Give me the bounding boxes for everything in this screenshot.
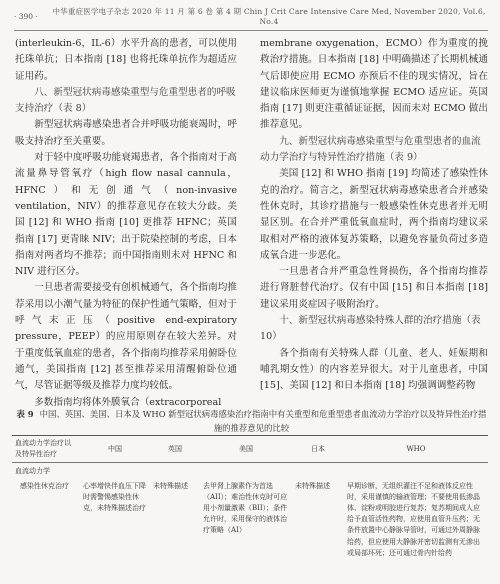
paragraph: 新型冠状病毒感染患者合并呼吸功能衰竭时，呼吸支持治疗至关重要。 xyxy=(15,119,237,147)
table-cell: 未特殊描述 xyxy=(153,481,188,490)
table-caption xyxy=(15,407,488,435)
header-rule xyxy=(14,30,488,31)
column-header: 英国 xyxy=(150,436,200,463)
table-caption-text: 中国、英国、美国、日本及 WHO 新型冠状病毒感染治疗指南中有关重型和危重型患者血流动力学治疗以及特异性治疗措施的推荐意见的比较 xyxy=(39,409,487,433)
page-header xyxy=(14,4,488,28)
paragraph: (interleukin-6，IL-6）水平升高的患者，可以使用托珠单抗；日本指南 [18] 也将托珠单抗作为超适应证用药。 xyxy=(15,38,237,82)
paragraph: membrane oxygenation，ECMO）作为重度的挽救治疗措施。日本指南 [18] 中明确描述了长期机械通气后即使应用 ECMO 亦预后不佳的现实情况，旨在建议临床医师更为谨慎地掌握 ECMO 适应证。英国指南 [17] 则更注重循证证据，因而未对 ECMO 做出推荐意见。 xyxy=(260,38,488,131)
paragraph: 对于轻中度呼吸功能衰竭患者，各个指南对于高流量鼻导管氧疗（high flow nasal cannula，HFNC）和无创通气（non-invasive ventilation，NIV）的推荐意见存在较大分歧。美国 [12] 和 WHO 指南 [10] 更推荐 HFNC；英国指南 [17] 更青睐 NIV；出于院染控制的考虑，日本指南对两者均不推荐；而中国指南则未对 HFNC 和 NIV 进行区分。 xyxy=(15,152,237,278)
paragraph: 多数指南均将体外膜氧合（extracorporeal xyxy=(34,396,222,408)
paragraph: 美国 [12] 和 WHO 指南 [19] 均简述了感染性休克的治疗。简言之，新型冠状病毒感染患者合并感染性休克时，其诊疗措施与一般感染性休克患者并无明显区别。在合并严重低氧血症时，两个指南均建议采取相对严格的液体复苏策略，以避免容量负荷过多造成氧合进一步恶化。 xyxy=(260,168,488,261)
paragraph: 各个指南有关特殊人群（儿童、老人、妊娠期和哺乳期女性）的内容差异很大。对于儿童患者，中国 [15]、美国 [12] 和日本指南 [18] 均强调调整药物 xyxy=(260,347,488,392)
table-section-label: 血流动力学 xyxy=(15,467,50,476)
paragraph: 一旦患者需要接受有创机械通气，各个指南均推荐采用以小潮气量为特征的保护性通气策略，但对于呼气末正压（positive end-expiratory pressure，PEEP）的应用原则存在较大差异。对于重度低氧血症的患者，各个指南均推荐采用俯卧位通气，美国指南 [12] 甚至推荐采用清醒俯卧位通气，尽管证据等级及推荐力度均较低。 xyxy=(15,282,237,392)
left-column xyxy=(15,36,237,411)
column-header: 血流动力学治疗以及特异性治疗 xyxy=(12,436,80,463)
column-header: WHO xyxy=(344,436,488,463)
column-header: 中国 xyxy=(80,436,150,463)
table-cell: 感染性休克治疗 xyxy=(20,481,69,490)
right-column xyxy=(260,36,488,395)
column-header: 美国 xyxy=(200,436,292,463)
table-cell: 未特殊描述 xyxy=(295,481,330,490)
comparison-table xyxy=(12,435,488,561)
section-heading-8: 八、新型冠状病毒感染重型与危重型患者的呼吸支持治疗（表 8） xyxy=(15,86,236,115)
table-header-row xyxy=(12,436,488,463)
page-number: · 390 · xyxy=(14,11,38,21)
section-heading-9: 九、新型冠状病毒感染重型与危重型患者的血流动力学治疗与特异性治疗措施（表 9） xyxy=(260,135,481,164)
paragraph: 一旦患者合并严重急性肾损伤，各个指南均推荐进行肾脏替代治疗。仅有中国 [15] 和日本指南 [18] 建议采用炎症因子吸附治疗。 xyxy=(260,266,488,310)
table-label: 表 9 xyxy=(16,409,34,419)
section-heading-10: 十、新型冠状病毒感染特殊人群的治疗措施（表 10） xyxy=(260,315,481,343)
table-cell: 去甲肾上腺素作为首选（AII）；难治性休克时可应用小剂量激素（BII）；条件允许时，采用保守的液体治疗策略（AI） xyxy=(203,481,288,535)
table-cell: 早期诊断，无组织灌注不足和液体反应性时，采用谨慎的输液管理；不要使用低渗晶体、淀粉或明胶进行复苏；复苏期间成人应给予血管活性药物，应使用血管升压药；无条件放置中心静脉导管时，可通过外周静脉给药，但应使用大静脉并密切监测有无渗出或局部坏死；还可通过骨内针给药 xyxy=(347,481,480,557)
table-cell: 心率增快伴血压下降时需警惕感染性休克，未特殊描述治疗 xyxy=(83,481,146,513)
running-title: 中华重症医学电子杂志 2020 年 11 月 第 6 卷 第 4 期 Chin J Crit Care Intensive Care Med, November 2020, Vol.6, No.4 xyxy=(52,7,486,26)
table-row xyxy=(12,479,488,561)
table-section-row xyxy=(12,463,488,479)
column-header: 日本 xyxy=(292,436,344,463)
